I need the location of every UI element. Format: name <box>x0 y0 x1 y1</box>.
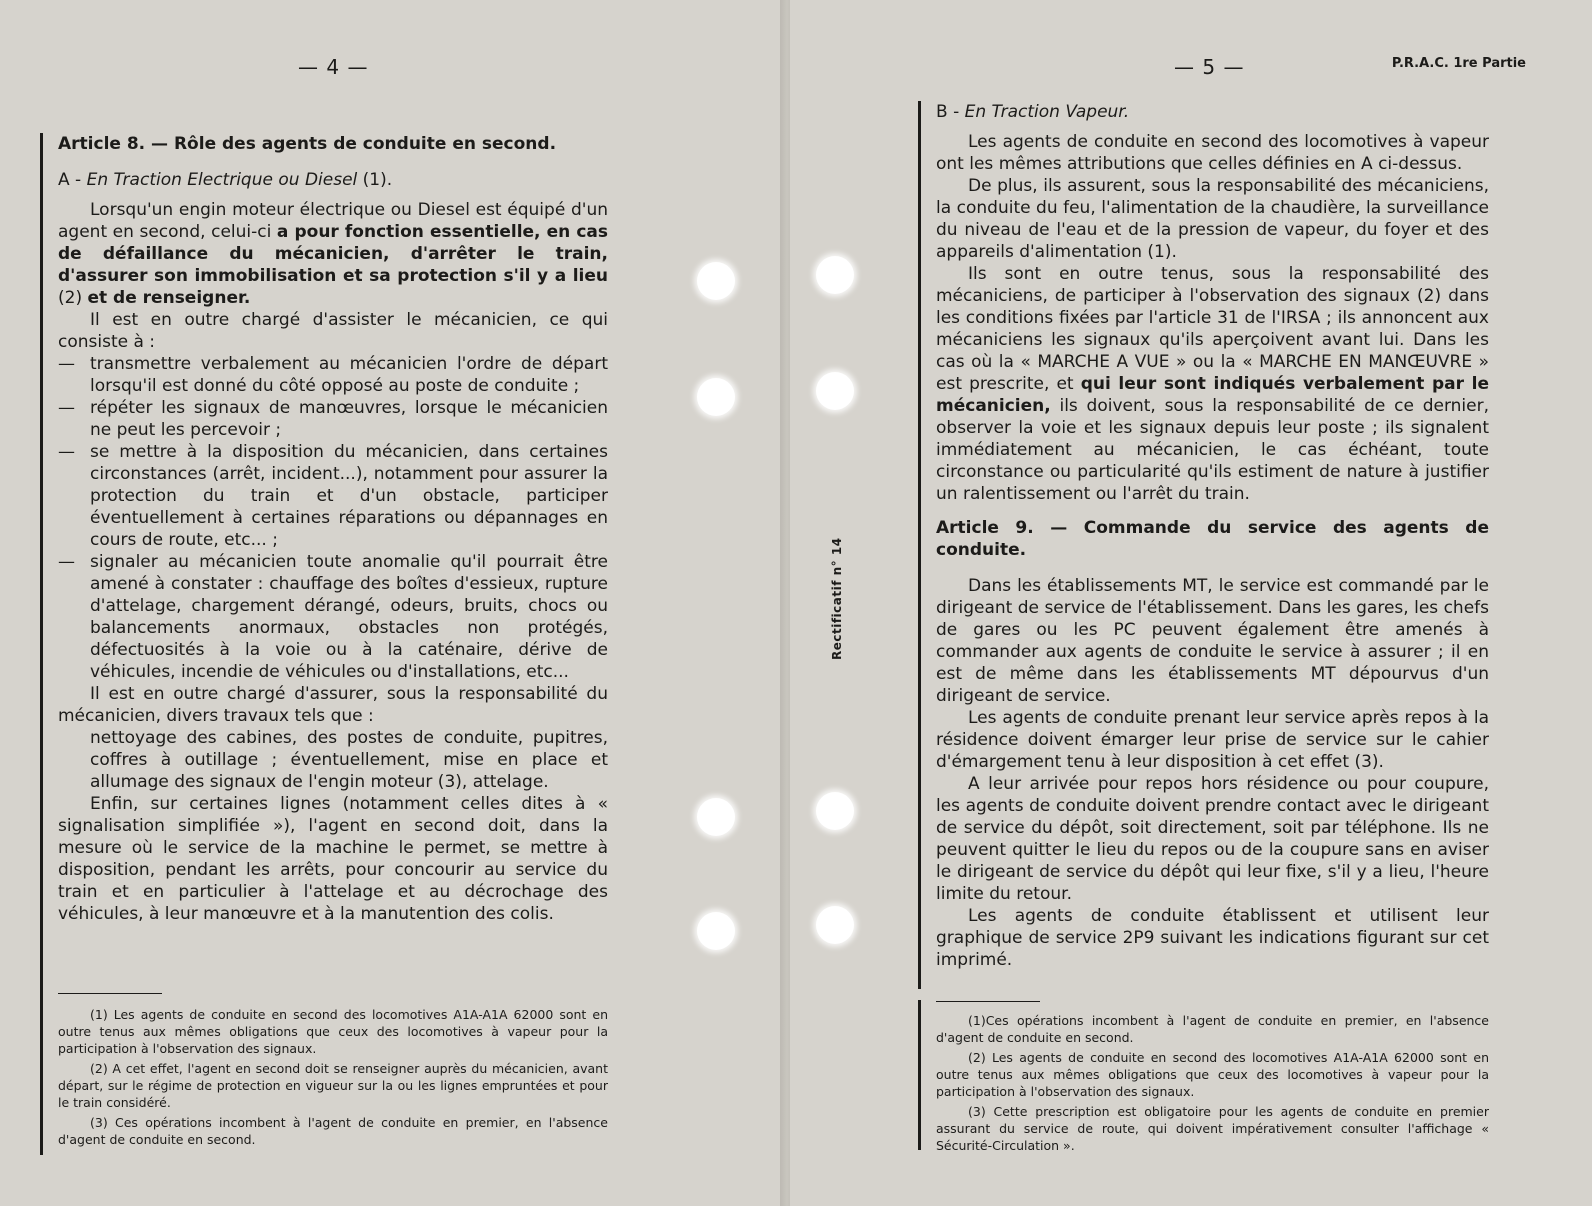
footnote: (3) Cette prescription est obligatoire pour les agents de conduite en premier assurant du service de route, qui doivent impérativement consulter l'affichage « Sécurité-Circulation ». <box>936 1104 1489 1153</box>
footnotes <box>936 1012 1489 1157</box>
left-text-column <box>58 133 608 925</box>
paragraph: Ils sont en outre tenus, sous la responsabilité des mécaniciens, de participer à l'observation des signaux (2) dans les conditions fixées par l'article 31 de l'IRSA ; ils annoncent aux mécaniciens les signaux qu'ils aperçoivent avant lui. Dans les cas où la « MARCHE A VUE » ou la « MARCHE EN MANŒUVRE » est prescrite, et qui leur sont indiqués verbalement par le mécanicien, ils doivent, sous la responsabilité de ce dernier, observer la voie et les signaux depuis leur poste ; ils signalent immédiatement au mécanicien, le cas échéant, toute circonstance ou particularité qu'ils estiment de nature à justifier un ralentissement ou l'arrêt du train. <box>936 264 1489 504</box>
margin-note: Rectificatif n° 14 <box>830 537 844 660</box>
punch-hole <box>816 906 854 944</box>
punch-hole <box>816 372 854 410</box>
punch-hole <box>816 256 854 294</box>
footnote: (1) Les agents de conduite en second des locomotives A1A-A1A 62000 sont en outre tenus aux mêmes obligations que ceux des locomotives à vapeur pour la participation à l'observation des signaux. <box>58 1007 608 1056</box>
right-text-column <box>936 101 1489 971</box>
punch-hole <box>697 912 735 950</box>
revision-bar <box>40 133 43 1155</box>
footnotes <box>58 1006 608 1151</box>
punch-hole <box>697 378 735 416</box>
paragraph: Il est en outre chargé d'assurer, sous la responsabilité du mécanicien, divers travaux tels que : <box>58 684 608 726</box>
left-page <box>0 0 790 1206</box>
footnote: (3) Ces opérations incombent à l'agent de conduite en premier, en l'absence d'agent de conduite en second. <box>58 1115 608 1147</box>
paragraph: Les agents de conduite prenant leur service après repos à la résidence doivent émarger leur prise de service sur le cahier d'émargement tenu à leur disposition à cet effet (3). <box>936 708 1489 772</box>
article-heading: Article 9. — Commande du service des agents de conduite. <box>936 518 1489 560</box>
punch-hole <box>697 262 735 300</box>
right-page <box>790 0 1592 1206</box>
paragraph: nettoyage des cabines, des postes de conduite, pupitres, coffres à outillage ; éventuellement, mise en place et allumage des signaux de l'engin moteur (3), attelage. <box>90 728 608 792</box>
footnote-rule <box>936 1001 1040 1002</box>
paragraph: Dans les établissements MT, le service est commandé par le dirigeant de service de l'établissement. Dans les gares, les chefs de gares ou les PC peuvent également être amenés à commander aux agents de conduite le service à assurer ; il en est de même dans les établissements MT dépourvus d'un dirigeant de service. <box>936 576 1489 706</box>
section-heading: B - En Traction Vapeur. <box>936 102 1130 122</box>
paragraph: A leur arrivée pour repos hors résidence ou pour coupure, les agents de conduite doivent prendre contact avec le dirigeant de service du dépôt, soit directement, soit par téléphone. Ils ne peuvent quitter le lieu du repos ou de la coupure sans en aviser le dirigeant de service du dépôt qui leur fixe, s'il y a lieu, l'heure limite du retour. <box>936 774 1489 904</box>
section-heading: A - En Traction Electrique ou Diesel (1). <box>58 170 393 190</box>
punch-hole <box>697 798 735 836</box>
footnote: (1)Ces opérations incombent à l'agent de conduite en premier, en l'absence d'agent de conduite en second. <box>936 1013 1489 1045</box>
list-item: — se mettre à la disposition du mécanicien, dans certaines circonstances (arrêt, incident...), notamment pour assurer la protection du train et d'un obstacle, participer éventuellement à certaines réparations ou dépannages en cours de route, etc... ; <box>58 442 608 550</box>
page-number: — 5 — <box>1174 55 1245 79</box>
footnote: (2) A cet effet, l'agent en second doit se renseigner auprès du mécanicien, avant départ, sur le régime de protection en vigueur sur la ou les lignes empruntées et pour le train considéré. <box>58 1061 608 1110</box>
footnote: (2) Les agents de conduite en second des locomotives A1A-A1A 62000 sont en outre tenus aux mêmes obligations que ceux des locomotives à vapeur pour la participation à l'observation des signaux. <box>936 1050 1489 1099</box>
paragraph: Enfin, sur certaines lignes (notamment celles dites à « signalisation simplifiée »), l'agent en second doit, dans la mesure où le service de la machine le permet, se mettre à disposition, pendant les arrêts, pour concourir au service du train et en particulier à l'attelage et au décrochage des véhicules, à leur manœuvre et à la manutention des colis. <box>58 794 608 924</box>
paragraph: Il est en outre chargé d'assister le mécanicien, ce qui consiste à : <box>58 310 608 352</box>
paragraph: Les agents de conduite établissent et utilisent leur graphique de service 2P9 suivant les indications figurant sur cet imprimé. <box>936 906 1489 970</box>
page-number: — 4 — <box>298 55 369 79</box>
paragraph: De plus, ils assurent, sous la responsabilité des mécaniciens, la conduite du feu, l'alimentation de la chaudière, la surveillance du niveau de l'eau et de la pression de vapeur, du foyer et des appareils d'alimentation (1). <box>936 176 1489 262</box>
article-heading: Article 8. — Rôle des agents de conduite en second. <box>58 134 557 154</box>
paragraph: Les agents de conduite en second des locomotives à vapeur ont les mêmes attributions que celles définies en A ci-dessus. <box>936 132 1489 174</box>
running-head: P.R.A.C. 1re Partie <box>1391 56 1526 71</box>
list-item: — répéter les signaux de manœuvres, lorsque le mécanicien ne peut les percevoir ; <box>58 398 608 440</box>
revision-bar <box>918 1000 921 1150</box>
footnote-rule <box>58 993 162 994</box>
revision-bar <box>918 101 921 989</box>
paragraph: Lorsqu'un engin moteur électrique ou Diesel est équipé d'un agent en second, celui-ci a pour fonction essentielle, en cas de défaillance du mécanicien, d'arrêter le train, d'assurer son immobilisation et sa protection s'il y a lieu (2) et de renseigner. <box>58 200 608 308</box>
punch-hole <box>816 792 854 830</box>
list-item: — transmettre verbalement au mécanicien l'ordre de départ lorsqu'il est donné du côté opposé au poste de conduite ; <box>58 354 608 396</box>
list-item: — signaler au mécanicien toute anomalie qu'il pourrait être amené à constater : chauffage des boîtes d'essieux, rupture d'attelage, chargement dérangé, odeurs, bruits, chocs ou balancements anormaux, obstacles non protégés, défectuosités à la voie ou à la caténaire, dérive de véhicules, incendie de véhicules ou d'installations, etc... <box>58 552 608 682</box>
